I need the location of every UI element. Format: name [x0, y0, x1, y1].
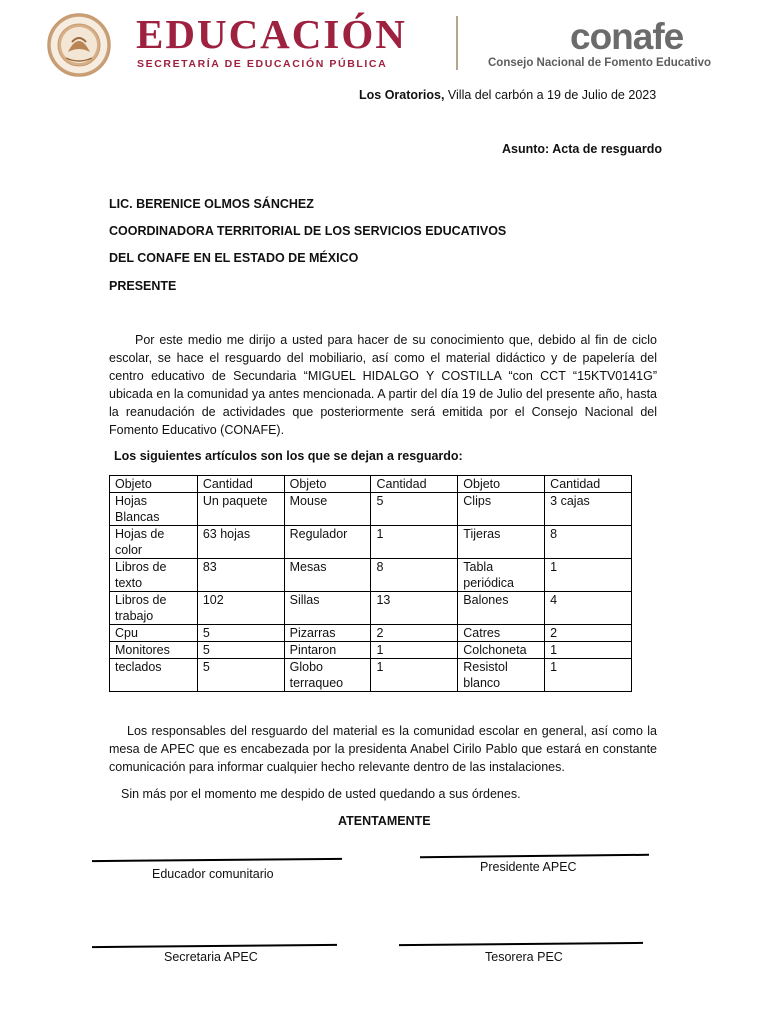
- recipient-name: LIC. BERENICE OLMOS SÁNCHEZ: [109, 197, 314, 211]
- table-cell: 2: [371, 625, 458, 642]
- table-cell: 4: [545, 592, 632, 625]
- table-row: [110, 642, 632, 659]
- table-row: [110, 659, 632, 692]
- table-cell: 13: [371, 592, 458, 625]
- education-title: EDUCACIÓN: [136, 11, 407, 57]
- date-text: Villa del carbón a 19 de Julio de 2023: [444, 88, 657, 102]
- table-row: [110, 493, 632, 526]
- table-cell: Monitores: [110, 642, 198, 659]
- list-intro: Los siguientes artículos son los que se dejan a resguardo:: [114, 449, 463, 463]
- table-cell: 5: [197, 642, 284, 659]
- table-cell: Pizarras: [284, 625, 371, 642]
- table-row: [110, 625, 632, 642]
- items-table: [109, 475, 632, 692]
- recipient-presente: PRESENTE: [109, 279, 177, 293]
- signature-line-tesorera: [399, 942, 643, 946]
- table-cell: Catres: [458, 625, 545, 642]
- table-header-cell: Objeto: [284, 476, 371, 493]
- table-cell: teclados: [110, 659, 198, 692]
- table-row: [110, 526, 632, 559]
- table-cell: Mesas: [284, 559, 371, 592]
- table-cell: 5: [197, 659, 284, 692]
- table-cell: Mouse: [284, 493, 371, 526]
- table-cell: 1: [545, 659, 632, 692]
- table-cell: Sillas: [284, 592, 371, 625]
- table-cell: 3 cajas: [545, 493, 632, 526]
- table-row: [110, 559, 632, 592]
- table-cell: Balones: [458, 592, 545, 625]
- table-cell: 5: [371, 493, 458, 526]
- table-header-cell: Objeto: [458, 476, 545, 493]
- table-cell: 1: [545, 642, 632, 659]
- table-cell: Colchoneta: [458, 642, 545, 659]
- table-cell: 1: [371, 642, 458, 659]
- table-cell: Pintaron: [284, 642, 371, 659]
- table-cell: Clips: [458, 493, 545, 526]
- signature-label-tesorera: Tesorera PEC: [485, 950, 563, 964]
- signature-label-educador: Educador comunitario: [152, 867, 274, 881]
- table-cell: Globo terraqueo: [284, 659, 371, 692]
- table-cell: Hojas de color: [110, 526, 198, 559]
- body-paragraph: Por este medio me dirijo a usted para hacer de su conocimiento que, debido al fin de ciclo escolar, se hace el resguardo del mobiliario, así como el material didáctico y de papelería del centro educativo de Secundaria “MIGUEL HIDALGO Y COSTILLA “con CCT “15KTV0141G” ubicada en la comunidad ya antes mencionada. A partir del día 19 de Julio del presente año, hasta la reanudación de actividades que posteriormente será emitida por el Consejo Nacional del Fomento Educativo (CONAFE).: [109, 333, 657, 437]
- signature-line-educador: [92, 858, 342, 862]
- education-subtitle: SECRETARÍA DE EDUCACIÓN PÚBLICA: [137, 58, 388, 70]
- conafe-subtitle: Consejo Nacional de Fomento Educativo: [488, 57, 712, 69]
- responsables-paragraph: Los responsables del resguardo del material es la comunidad escolar en general, así como la mesa de APEC que es encabezada por la presidenta Anabel Cirilo Pablo que estará en constante comunicación para informar cualquier hecho relevante dentro de las instalaciones.: [109, 724, 657, 774]
- table-header-cell: Objeto: [110, 476, 198, 493]
- table-cell: Hojas Blancas: [110, 493, 198, 526]
- conafe-logo: conafe: [570, 16, 684, 57]
- table-row: [110, 592, 632, 625]
- table-cell: 63 hojas: [197, 526, 284, 559]
- table-header-row: [110, 476, 632, 493]
- header-divider: [456, 16, 458, 70]
- table-cell: 1: [371, 526, 458, 559]
- table-cell: 8: [371, 559, 458, 592]
- table-cell: Un paquete: [197, 493, 284, 526]
- table-header-cell: Cantidad: [371, 476, 458, 493]
- table-header-cell: Cantidad: [545, 476, 632, 493]
- table-cell: 102: [197, 592, 284, 625]
- signature-line-secretaria: [92, 944, 337, 948]
- table-cell: Cpu: [110, 625, 198, 642]
- table-cell: Resistol blanco: [458, 659, 545, 692]
- table-cell: 1: [371, 659, 458, 692]
- table-cell: 5: [197, 625, 284, 642]
- table-cell: Tabla periódica: [458, 559, 545, 592]
- atentamente: ATENTAMENTE: [338, 814, 431, 828]
- subject-line: Asunto: Acta de resguardo: [502, 142, 662, 156]
- place-date: [359, 86, 656, 104]
- table-cell: 8: [545, 526, 632, 559]
- table-header-cell: Cantidad: [197, 476, 284, 493]
- closing-line: Sin más por el momento me despido de usted quedando a sus órdenes.: [121, 787, 521, 801]
- table-cell: Regulador: [284, 526, 371, 559]
- table-cell: 2: [545, 625, 632, 642]
- signature-line-presidente: [420, 854, 649, 858]
- table-cell: 83: [197, 559, 284, 592]
- signature-label-secretaria: Secretaria APEC: [164, 950, 258, 964]
- coat-of-arms-seal-icon: [46, 12, 112, 78]
- recipient-position: COORDINADORA TERRITORIAL DE LOS SERVICIOS EDUCATIVOS: [109, 224, 507, 238]
- place-name: Los Oratorios,: [359, 88, 445, 102]
- recipient-organization: DEL CONAFE EN EL ESTADO DE MÉXICO: [109, 251, 359, 265]
- signature-label-presidente: Presidente APEC: [480, 860, 577, 874]
- table-cell: 1: [545, 559, 632, 592]
- table-cell: Libros de texto: [110, 559, 198, 592]
- table-cell: Libros de trabajo: [110, 592, 198, 625]
- table-cell: Tijeras: [458, 526, 545, 559]
